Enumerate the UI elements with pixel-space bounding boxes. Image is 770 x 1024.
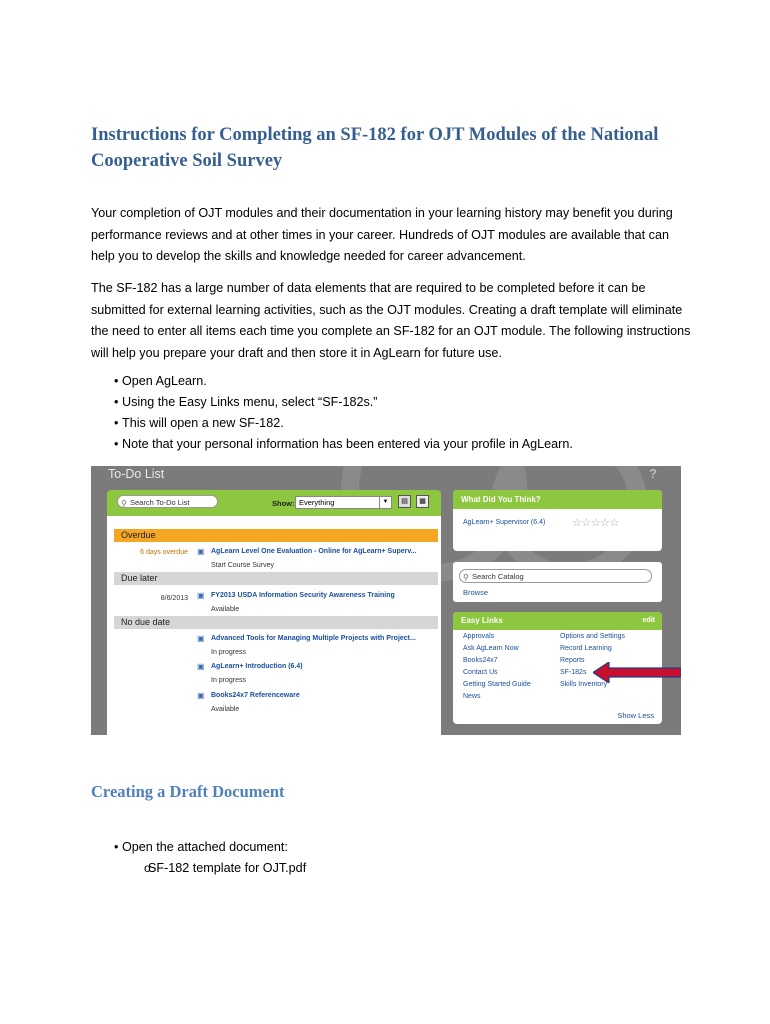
arrow-shape bbox=[593, 662, 681, 683]
easy-link-record-learning[interactable]: Record Learning bbox=[560, 645, 612, 652]
survey-icon: ▣ bbox=[197, 547, 205, 556]
todo-item-status: Available bbox=[211, 706, 240, 713]
what-did-you-think-panel bbox=[453, 490, 662, 551]
todo-item-link[interactable]: FY2013 USDA Information Security Awareness Training bbox=[211, 592, 395, 599]
todo-item-link[interactable]: AgLearn+ Introduction (6.4) bbox=[211, 663, 303, 670]
catalog-placeholder: Search Catalog bbox=[472, 572, 524, 581]
list-item: • Open AgLearn. bbox=[91, 371, 573, 392]
list-item: • This will open a new SF-182. bbox=[91, 413, 573, 434]
sub-list-item: o SF-182 template for OJT.pdf bbox=[91, 858, 306, 879]
search-icon: ⚲ bbox=[121, 499, 127, 508]
overdue-header: Overdue bbox=[114, 529, 438, 542]
easy-link-ask-aglearn[interactable]: Ask AgLearn Now bbox=[463, 645, 519, 652]
no-due-date-header: No due date bbox=[114, 616, 438, 629]
aglearn-screenshot bbox=[91, 466, 681, 735]
chevron-down-icon: ▼ bbox=[379, 497, 391, 508]
due-later-header: Due later bbox=[114, 572, 438, 585]
catalog-search-input[interactable] bbox=[459, 569, 652, 583]
calendar-view-icon[interactable]: ▦ bbox=[416, 495, 429, 508]
list-view-icon[interactable]: ▤ bbox=[398, 495, 411, 508]
easy-link-skills-inventory[interactable]: Skills Inventory bbox=[560, 681, 608, 688]
easy-link-books24x7[interactable]: Books24x7 bbox=[463, 657, 498, 664]
list-item: • Using the Easy Links menu, select “SF-182s.” bbox=[91, 392, 573, 413]
todo-item-link[interactable]: AgLearn Level One Evaluation - Online for AgLearn+ Superv... bbox=[211, 548, 417, 555]
easy-link-reports[interactable]: Reports bbox=[560, 657, 585, 664]
intro-paragraph: Your completion of OJT modules and their documentation in your learning history may benefit you during performance reviews and at other times in your career. Hundreds of OJT modules are available that can help you to develop the skills and knowledge needed for career advancement. bbox=[91, 206, 673, 263]
item-date: 8/6/2013 bbox=[160, 595, 188, 602]
easy-link-contact-us[interactable]: Contact Us bbox=[463, 669, 498, 676]
todo-search-input[interactable] bbox=[117, 495, 218, 508]
search-placeholder: Search To-Do List bbox=[130, 498, 190, 507]
catalog-panel bbox=[453, 562, 662, 602]
course-icon: ▣ bbox=[197, 662, 205, 671]
easy-links-title bbox=[453, 612, 662, 630]
draft-instruction-list bbox=[91, 837, 306, 879]
help-icon[interactable]: ? bbox=[649, 466, 657, 481]
easy-link-getting-started[interactable]: Getting Started Guide bbox=[463, 681, 531, 688]
todo-item-status: Available bbox=[211, 606, 240, 613]
todo-item-status[interactable]: Start Course Survey bbox=[211, 562, 275, 569]
todo-item-status: In progress bbox=[211, 677, 247, 684]
course-icon: ▣ bbox=[197, 591, 205, 600]
todo-item-link[interactable]: Advanced Tools for Managing Multiple Projects with Project... bbox=[211, 635, 416, 642]
wdyt-title: What Did You Think? bbox=[453, 490, 662, 509]
section-heading: Creating a Draft Document bbox=[91, 782, 285, 801]
todo-item-status: In progress bbox=[211, 649, 247, 656]
edit-icon[interactable]: edit bbox=[642, 617, 655, 624]
wdyt-course-link[interactable]: AgLearn+ Supervisor (6.4) bbox=[463, 519, 546, 526]
easy-link-approvals[interactable]: Approvals bbox=[463, 633, 495, 640]
sf182-paragraph: The SF-182 has a large number of data elements that are required to be completed before it can be submitted for external learning activities, such as the OJT modules. Creating a draft template will eliminate the need to enter all items each time you complete an SF-182 for an OJT module. The following instructions will help you prepare your draft and then store it in AgLearn for future use. bbox=[91, 281, 691, 360]
red-arrow-icon bbox=[593, 662, 681, 683]
easy-link-sf182s[interactable]: SF-182s bbox=[560, 669, 587, 676]
easy-link-news[interactable]: News bbox=[463, 693, 481, 700]
browse-link[interactable]: Browse bbox=[463, 588, 489, 597]
show-select-value: Everything bbox=[299, 498, 335, 507]
instruction-list bbox=[91, 371, 573, 455]
easy-links-title-text: Easy Links bbox=[461, 616, 503, 625]
course-icon: ▣ bbox=[197, 634, 205, 643]
todo-list-title: To-Do List bbox=[108, 467, 165, 481]
show-label: Show: bbox=[272, 499, 295, 508]
search-icon: ⚲ bbox=[463, 573, 469, 582]
todo-item-link[interactable]: Books24x7 Referenceware bbox=[211, 692, 300, 699]
list-item: • Note that your personal information has been entered via your profile in AgLearn. bbox=[91, 434, 573, 455]
list-item-text: Open the attached document: bbox=[122, 840, 288, 854]
course-icon: ▣ bbox=[197, 691, 205, 700]
show-less-link[interactable]: Show Less bbox=[617, 711, 654, 720]
easy-link-options[interactable]: Options and Settings bbox=[560, 633, 625, 640]
star-rating-icon[interactable]: ☆☆☆☆☆ bbox=[572, 517, 619, 529]
list-item bbox=[91, 837, 306, 879]
show-select[interactable] bbox=[295, 496, 392, 509]
item-date: 6 days overdue bbox=[140, 549, 188, 556]
document-title: Instructions for Completing an SF-182 for OJT Modules of the National Cooperative Soil Survey bbox=[91, 125, 659, 171]
